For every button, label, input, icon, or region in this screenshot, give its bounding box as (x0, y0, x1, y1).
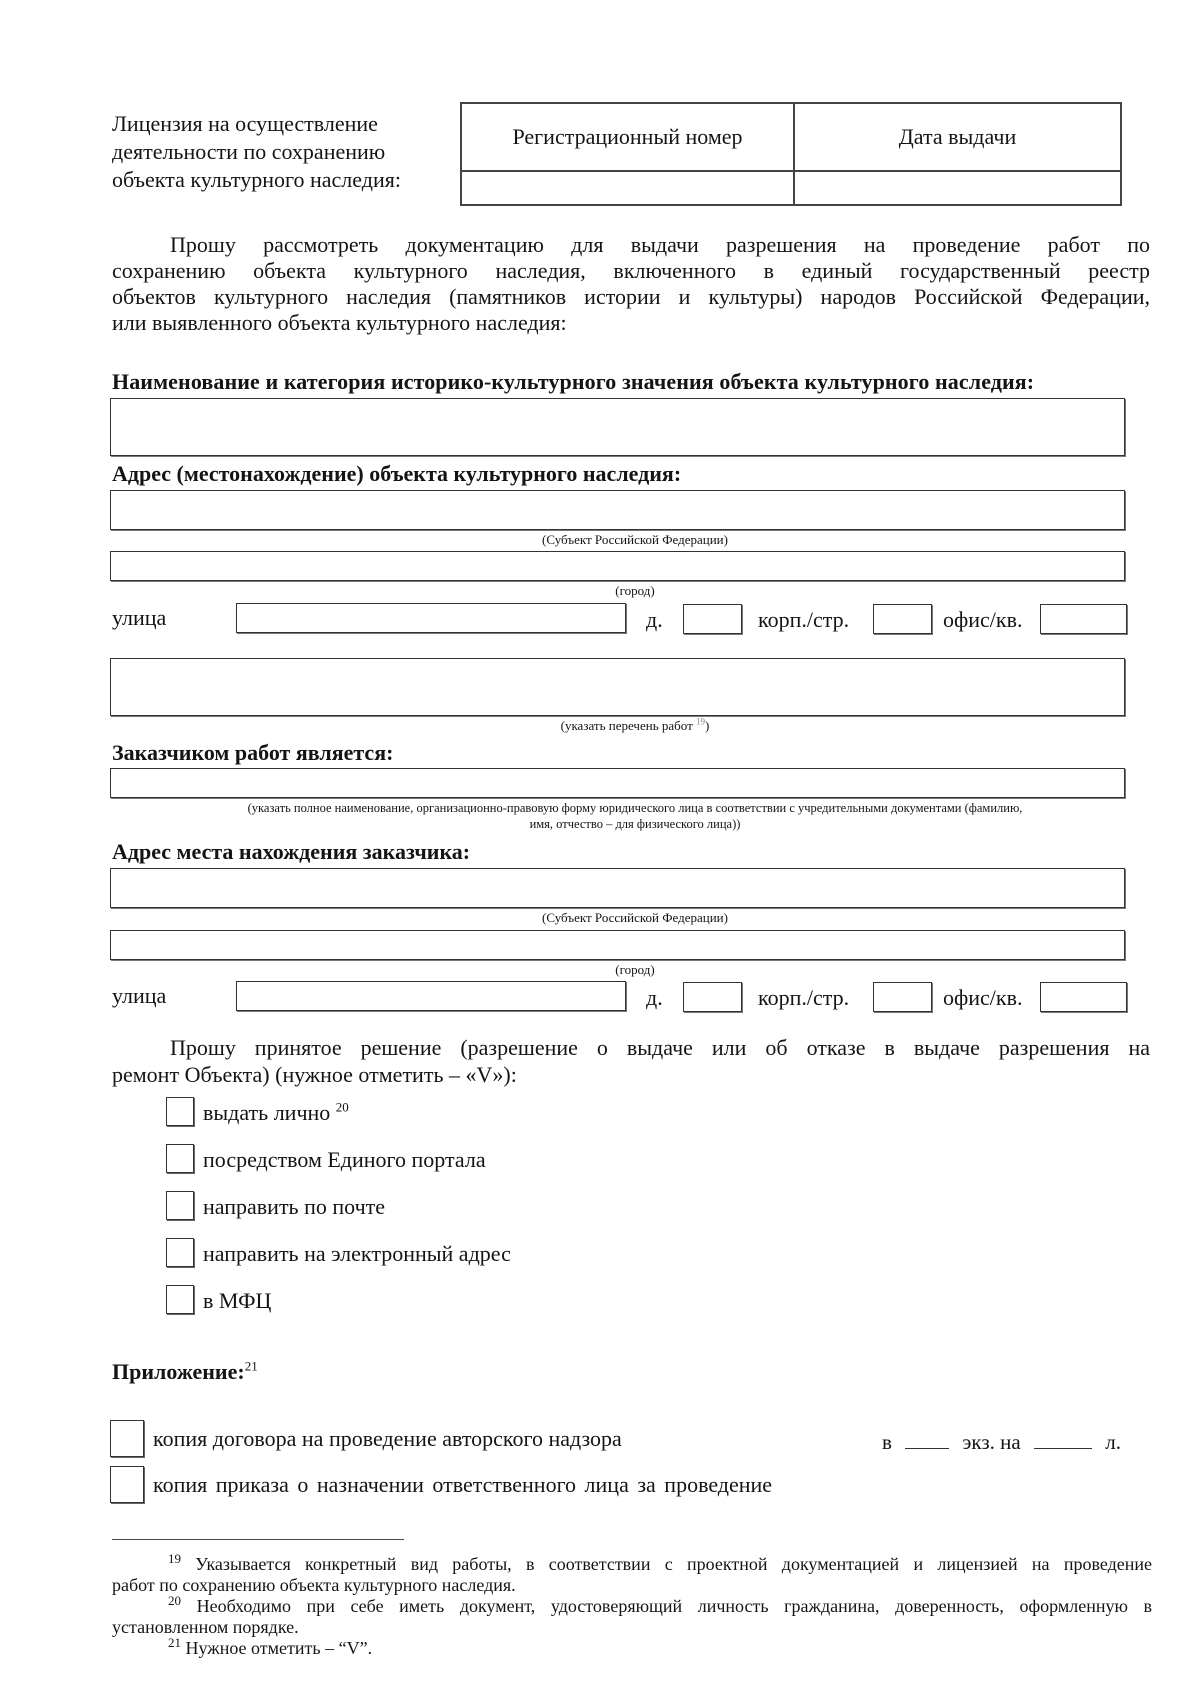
request-line-3: объектов культурного наследия (памятников истории и культуры) народов Российской Федерации, (112, 284, 1150, 309)
customer-hint-line1: (указать полное наименование, организационно-правовую форму юридического лица в соответствии с учредительными документами (фамилию, (247, 801, 1023, 815)
decision-line-1: Прошу принятое решение (разрешение о выдаче или об отказе в выдаче разрешения на (170, 1035, 1150, 1060)
customer-subject-field[interactable] (110, 868, 1125, 908)
request-paragraph (112, 232, 1150, 336)
decision-line-2: ремонт Объекта) (нужное отметить – «V»): (112, 1062, 517, 1087)
works-list-field[interactable] (110, 658, 1125, 716)
object-city-field[interactable] (110, 551, 1125, 581)
decision-option-mail-label: направить по почте (203, 1194, 386, 1219)
decision-option-portal-label: посредством Единого портала (203, 1147, 486, 1172)
footnote-21-num: 21 (168, 1635, 181, 1650)
object-name-heading: Наименование и категория историко-культурного значения объекта культурного наследия: (112, 369, 1035, 394)
footnote-21 (112, 1635, 1152, 1659)
attachment-copies (882, 1429, 1121, 1456)
object-subject-hint: (Субъект Российской Федерации) (542, 532, 728, 547)
attachment-supervision-label: копия договора на проведение авторского надзора (153, 1426, 622, 1451)
request-line-1: Прошу рассмотреть документацию для выдачи разрешения на проведение работ по (170, 232, 1150, 257)
license-label-line2: деятельности по сохранению (112, 139, 386, 164)
object-house-label: д. (646, 607, 663, 632)
customer-house-label: д. (646, 985, 663, 1010)
attachment-checkbox-supervision[interactable] (110, 1420, 144, 1457)
footnote-20-line2: установленном порядке. (112, 1617, 299, 1637)
decision-paragraph (112, 1034, 1150, 1088)
footnote-21-line1-text: Нужное отметить – “V”. (185, 1638, 373, 1658)
customer-heading: Заказчиком работ является: (112, 740, 394, 765)
attachment-pages-count-field[interactable] (1034, 1429, 1092, 1449)
license-label-line3: объекта культурного наследия: (112, 167, 401, 192)
customer-street-label: улица (112, 983, 167, 1008)
object-address-heading: Адрес (местонахождение) объекта культурного наследия: (112, 461, 682, 486)
decision-option-checkbox-personal[interactable] (166, 1097, 194, 1126)
request-line-2: сохранению объекта культурного наследия, включенного в единый государственный реестр (112, 258, 1150, 283)
attachment-copies-mid: экз. на (962, 1430, 1021, 1454)
works-hint-text: (указать перечень работ (560, 718, 693, 733)
customer-name-field[interactable] (110, 768, 1125, 798)
object-city-hint: (город) (615, 583, 655, 598)
decision-option-checkbox-mail[interactable] (166, 1191, 194, 1220)
customer-address-heading: Адрес места нахождения заказчика: (112, 839, 471, 864)
customer-building-label: корп./стр. (758, 985, 850, 1010)
footnote-20 (112, 1593, 1153, 1638)
license-reg-number-input[interactable] (461, 171, 794, 205)
decision-option-checkbox-portal[interactable] (166, 1144, 194, 1173)
attachment-order-label: копия приказа о назначении ответственного лица за проведение (153, 1472, 773, 1497)
footnotes (112, 1551, 1153, 1659)
object-office-label: офис/кв. (943, 607, 1023, 632)
decision-option-personal-label: выдать лично (203, 1100, 331, 1125)
attachments-heading-sup: 21 (244, 1358, 258, 1374)
footnote-20-line1 (112, 1593, 1153, 1617)
attachments-heading (112, 1358, 258, 1386)
works-list-hint (110, 718, 1160, 734)
customer-city-hint: (город) (615, 962, 655, 977)
footnote-21-line1 (112, 1635, 1152, 1659)
customer-house-field[interactable] (683, 982, 742, 1012)
customer-subject-hint: (Субъект Российской Федерации) (542, 910, 728, 925)
customer-office-label: офис/кв. (943, 985, 1023, 1010)
footnote-19-line1 (112, 1551, 1152, 1575)
works-hint-close: ) (705, 718, 710, 733)
attachment-copies-prefix: в (882, 1430, 892, 1454)
customer-city-field[interactable] (110, 930, 1125, 960)
decision-option-checkbox-email[interactable] (166, 1238, 194, 1267)
attachments-heading-text: Приложение: (112, 1359, 245, 1384)
license-table (460, 102, 1122, 206)
object-subject-field[interactable] (110, 490, 1125, 530)
footnote-19-line2: работ по сохранению объекта культурного наследия. (112, 1575, 516, 1595)
attachment-copies-count-field[interactable] (905, 1429, 949, 1449)
license-issue-date-input[interactable] (794, 171, 1121, 205)
license-issue-date-header: Дата выдачи (794, 103, 1121, 171)
customer-hint (110, 800, 1160, 832)
customer-office-field[interactable] (1040, 982, 1127, 1012)
footnote-20-line1-text: Необходимо при себе иметь документ, удостоверяющий личность гражданина, доверенность, оформленную в (196, 1596, 1153, 1616)
decision-option-mfc-label: в МФЦ (203, 1288, 272, 1313)
object-building-field[interactable] (873, 604, 932, 634)
customer-building-field[interactable] (873, 982, 932, 1012)
request-line-4: или выявленного объекта культурного наследия: (112, 310, 567, 335)
works-hint-sup: 19 (696, 716, 706, 727)
object-building-label: корп./стр. (758, 607, 850, 632)
license-label (112, 110, 442, 194)
footnote-20-num: 20 (168, 1593, 181, 1608)
customer-hint-line2: имя, отчество – для физического лица)) (529, 817, 741, 831)
object-office-field[interactable] (1040, 604, 1127, 634)
customer-street-field[interactable] (236, 981, 626, 1011)
decision-option-personal (203, 1099, 349, 1127)
attachment-checkbox-order[interactable] (110, 1466, 144, 1503)
footnote-19 (112, 1551, 1152, 1596)
footnote-19-num: 19 (168, 1551, 181, 1566)
license-reg-number-header: Регистрационный номер (461, 103, 794, 171)
object-street-field[interactable] (236, 603, 626, 633)
license-label-line1: Лицензия на осуществление (112, 111, 378, 136)
footnote-divider (112, 1539, 404, 1540)
decision-option-personal-sup: 20 (335, 1099, 349, 1115)
object-street-label: улица (112, 605, 167, 630)
decision-option-checkbox-mfc[interactable] (166, 1285, 194, 1314)
attachment-copies-suffix: л. (1105, 1430, 1121, 1454)
footnote-19-line1-text: Указывается конкретный вид работы, в соответствии с проектной документацией и лицензией на проведение (195, 1554, 1152, 1574)
object-name-field[interactable] (110, 398, 1125, 456)
object-house-field[interactable] (683, 604, 742, 634)
decision-option-email-label: направить на электронный адрес (203, 1241, 511, 1266)
